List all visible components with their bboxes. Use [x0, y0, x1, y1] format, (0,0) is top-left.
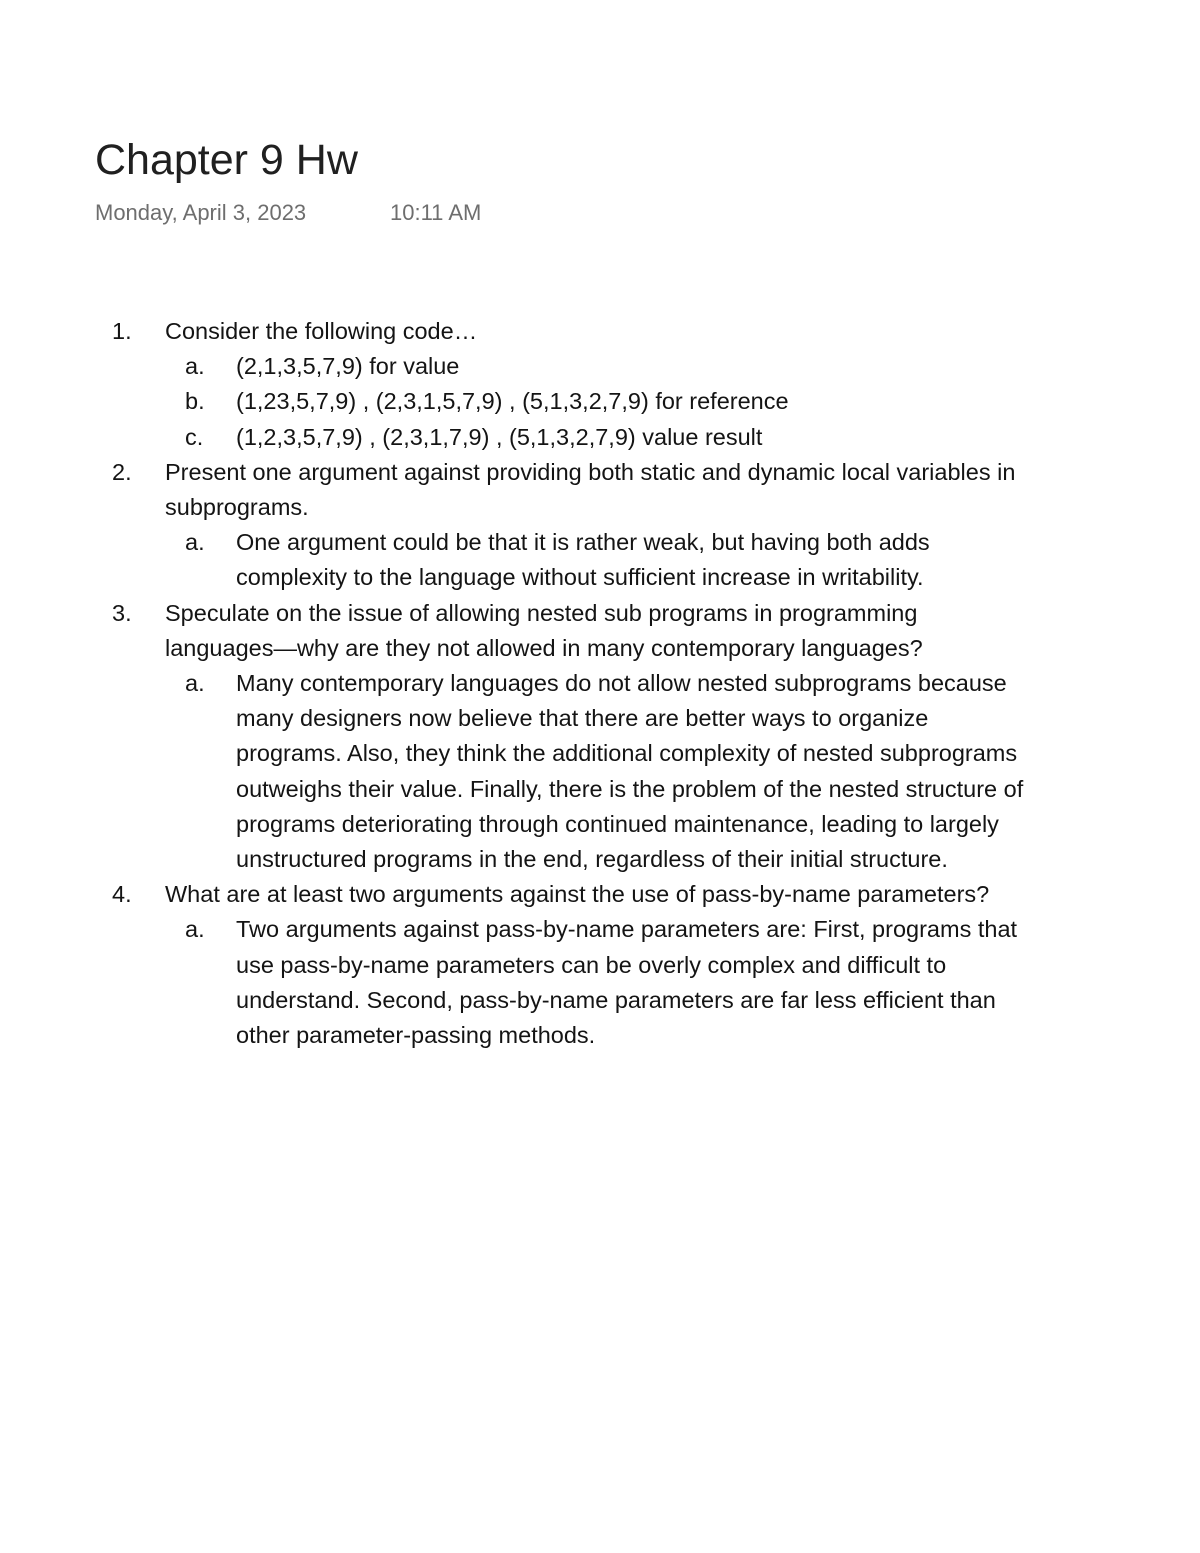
- question-item: [112, 877, 1032, 912]
- page-date: Monday, April 3, 2023: [95, 200, 307, 225]
- answer-text: One argument could be that it is rather weak, but having both adds complexity to the language without sufficient increase in writability.: [236, 529, 930, 591]
- question-number: 3.: [112, 599, 132, 626]
- question-text: Present one argument against providing both static and dynamic local variables in subprograms.: [165, 458, 1016, 521]
- question-list: [112, 314, 1032, 1053]
- page-title: Chapter 9 Hw: [95, 136, 358, 184]
- question-item: [112, 596, 1032, 666]
- question-text: What are at least two arguments against the use of pass-by-name parameters?: [165, 881, 990, 908]
- answer-item: [165, 666, 1032, 877]
- answer-letter: a.: [185, 670, 205, 697]
- question-item: [112, 455, 1032, 525]
- page-date-time: [95, 198, 482, 228]
- answer-letter: a.: [185, 529, 205, 556]
- answer-list: [112, 349, 1032, 455]
- answer-letter: c.: [185, 423, 204, 450]
- answer-text: (1,2,3,5,7,9) , (2,3,1,7,9) , (5,1,3,2,7,9) value result: [236, 423, 763, 450]
- page-time: 10:11 AM: [390, 200, 482, 225]
- question-number: 1.: [112, 318, 132, 344]
- question-text: Consider the following code…: [165, 318, 478, 344]
- answer-item: [165, 912, 1032, 1053]
- answer-list: [112, 525, 1032, 595]
- answer-letter: a.: [185, 916, 205, 943]
- answer-list: [112, 912, 1032, 1053]
- answer-letter: b.: [185, 388, 205, 415]
- question-text: Speculate on the issue of allowing nested sub programs in programming languages—why are they not allowed in many contemporary languages?: [165, 599, 923, 661]
- question-number: 4.: [112, 881, 132, 908]
- answer-text: Many contemporary languages do not allow nested subprograms because many designers now believe that there are better ways to organize programs. Also, they think the additional complexity of nested subprograms outweighs their value. Finally, there is the problem of the nested structure of programs deteriorating through continued maintenance, leading to largely unstructured programs in the end, regardless of their initial structure.: [236, 670, 1024, 873]
- answer-text: (1,23,5,7,9) , (2,3,1,5,7,9) , (5,1,3,2,7,9) for reference: [236, 388, 789, 415]
- answer-letter: a.: [185, 353, 205, 380]
- answer-item: [165, 420, 1032, 455]
- answer-item: [165, 349, 1032, 384]
- answer-text: (2,1,3,5,7,9) for value: [236, 353, 460, 380]
- question-number: 2.: [112, 458, 132, 485]
- answer-item: [165, 525, 1032, 595]
- answer-list: [112, 666, 1032, 877]
- question-item: [112, 314, 1032, 349]
- answer-text: Two arguments against pass-by-name parameters are: First, programs that use pass-by-name parameters can be overly complex and difficult to understand. Second, pass-by-name parameters are far less efficient than other parameter-passing methods.: [236, 916, 1018, 1049]
- answer-item: [165, 384, 1032, 419]
